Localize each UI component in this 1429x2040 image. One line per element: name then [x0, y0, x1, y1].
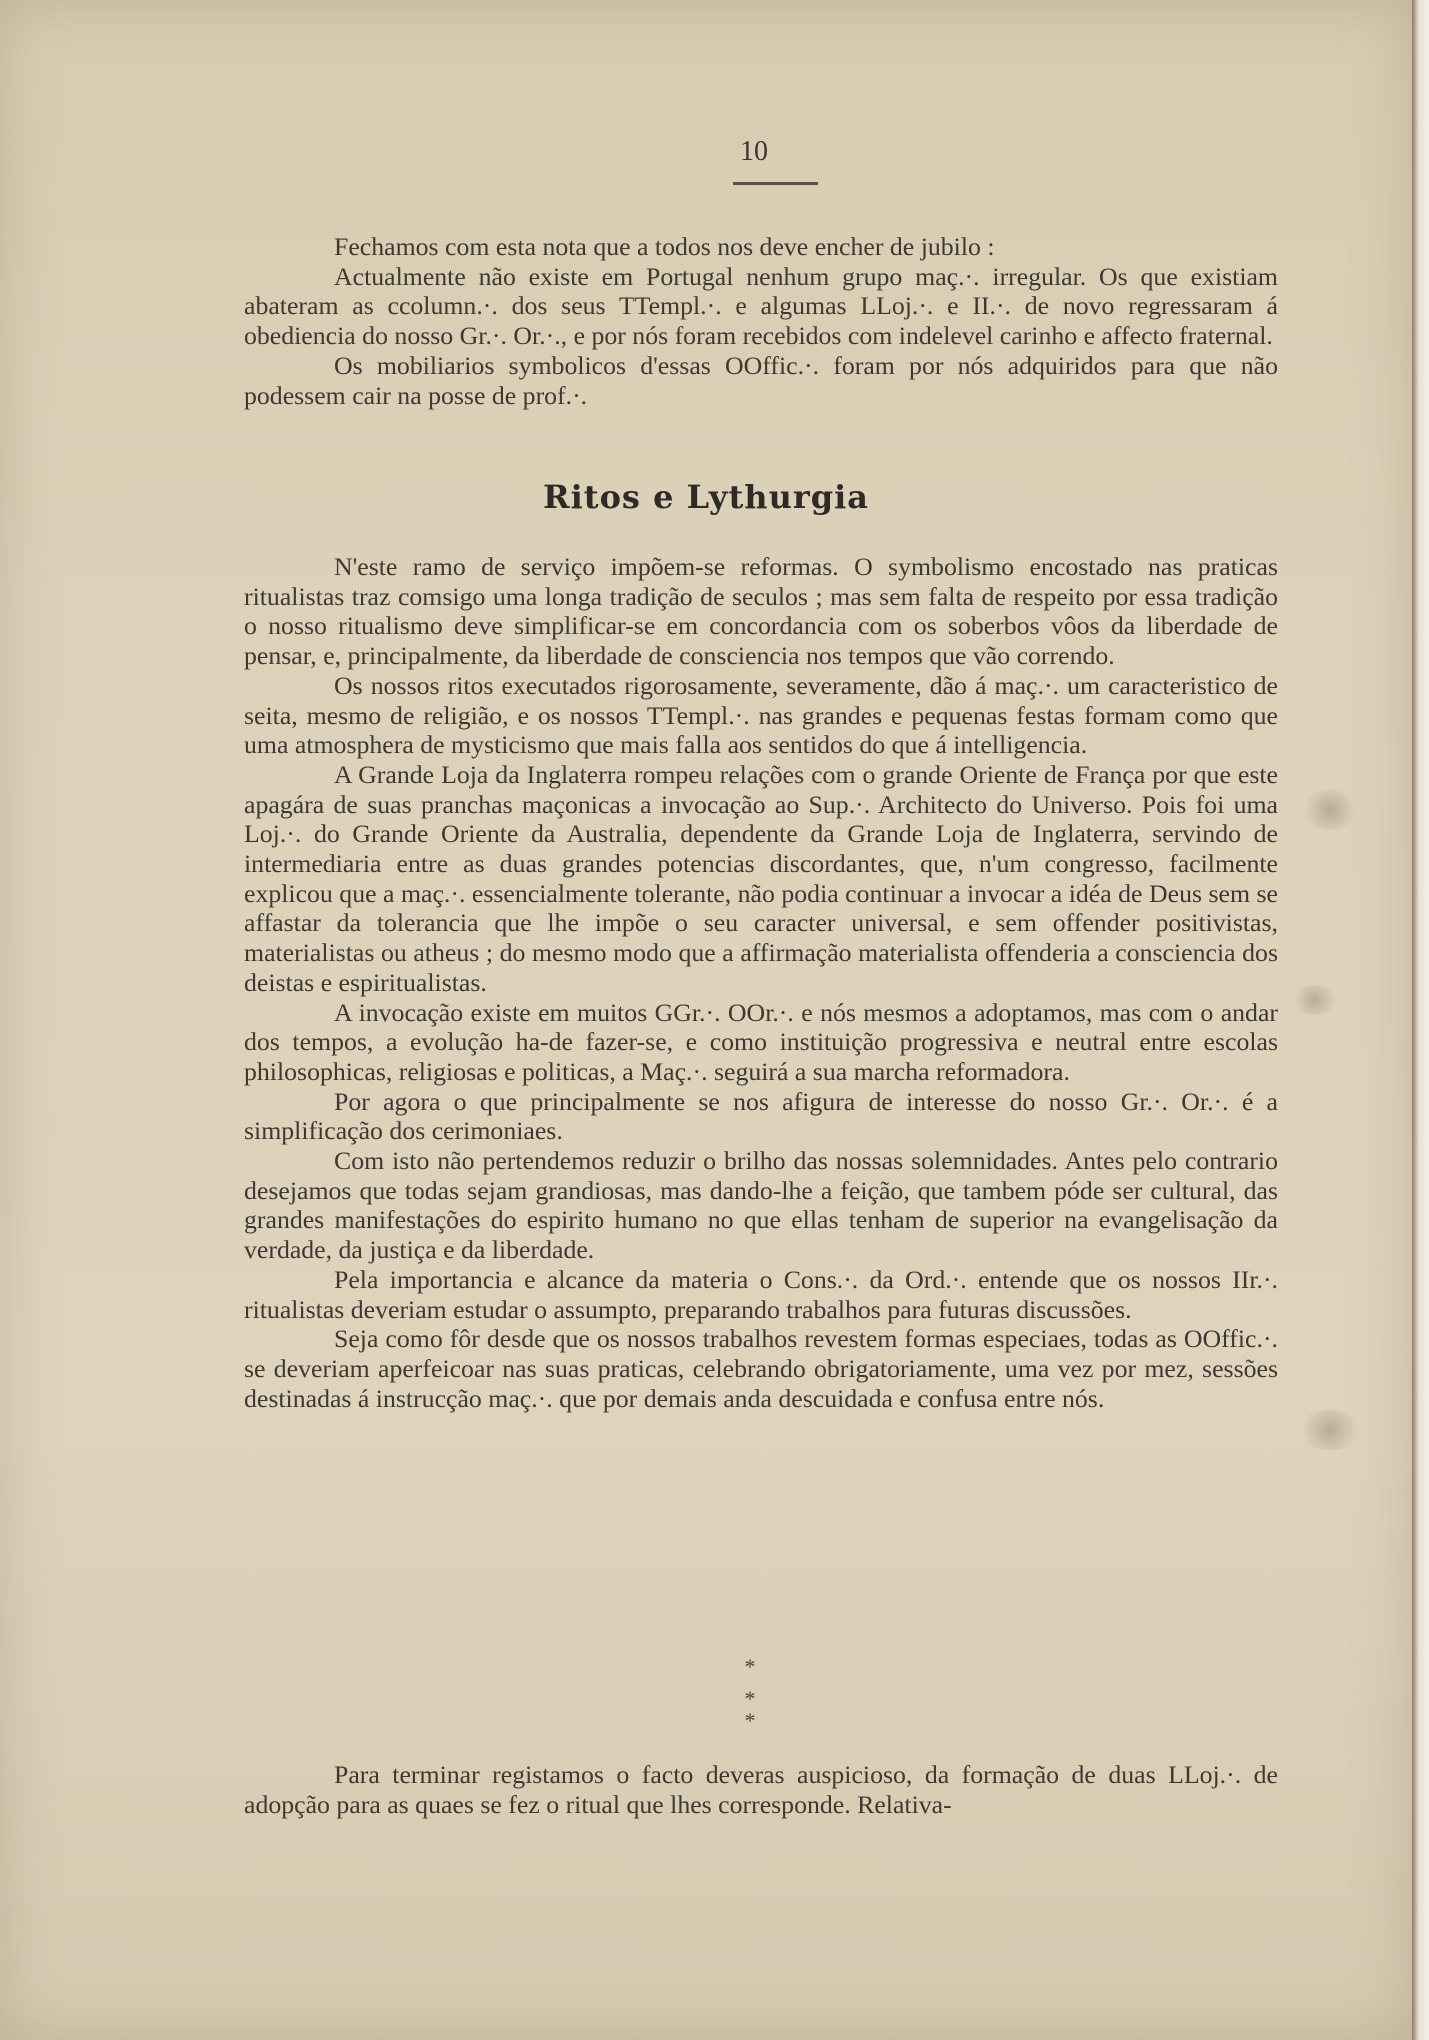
- asterism-top: *: [744, 1654, 756, 1679]
- page-number: 10: [740, 136, 768, 167]
- body-paragraph: Por agora o que principalmente se nos afigura de interesse do nosso Gr.·. Or.·. é a simplificação dos cerimoniaes.: [244, 1086, 1278, 1146]
- body-paragraph: Os nossos ritos executados rigorosamente, severamente, dão á maç.·. um caracteristico de seita, mesmo de religião, e os nossos TTempl.·. nas grandes e pequenas festas formam como que uma atmosphera de mysticismo que mais falla aos sentidos do que á intelligencia.: [244, 670, 1278, 760]
- body-paragraph: A invocação existe em muitos GGr.·. OOr.·. e nós mesmos a adoptamos, mas com o andar dos tempos, a evolução ha-de fazer-se, e como instituição progressiva e neutral entre escolas philosophicas, religiosas e politicas, a Maç.·. seguirá a sua marcha reformadora.: [244, 997, 1278, 1086]
- section-heading: Ritos e Lythurgia: [543, 478, 869, 516]
- paper-stain: [1300, 790, 1360, 830]
- paper-stain: [1295, 1410, 1365, 1450]
- body-paragraph: Seja como fôr desde que os nossos trabalhos revestem formas especiaes, todas as OOffic.·. se deveriam aperfeicoar nas suas praticas, celebrando obrigatoriamente, uma vez por mez, sessões destinadas á instrucção maç.·. que por demais anda descuidada e confusa entre nós.: [244, 1324, 1278, 1413]
- intro-paragraph: Actualmente não existe em Portugal nenhum grupo maç.·. irregular. Os que existiam abateram as ccolumn.·. dos seus TTempl.·. e algumas LLoj.·. e II.·. de novo regressaram á obediencia do nosso Gr.·. Or.·., e por nós foram recebidos com indelevel carinho e affecto fraternal.: [244, 261, 1278, 351]
- body-paragraph: Com isto não pertendemos reduzir o brilho das nossas solemnidades. Antes pelo contrario desejamos que todas sejam grandiosas, mas dando-lhe a feição, que tambem póde ser cultural, das grandes manifestações do espirito humano no que ellas tenham de superior na evangelisação da verdade, da justiça e da liberdade.: [244, 1146, 1278, 1265]
- closing-text: [244, 1760, 1278, 1819]
- paper-stain: [1290, 985, 1340, 1015]
- intro-paragraph: Fechamos com esta nota que a todos nos deve encher de jubilo :: [334, 232, 995, 261]
- section-body: [244, 552, 1278, 1413]
- intro-paragraph: Os mobiliarios symbolicos d'essas OOffic.·. foram por nós adquiridos para que não podessem cair na posse de prof.·.: [244, 350, 1278, 410]
- closing-paragraph: Para terminar registamos o facto deveras auspicioso, da formação de duas LLoj.·. de adopção para as quaes se fez o ritual que lhes corresponde. Relativa-: [244, 1760, 1278, 1819]
- asterism-separator: [700, 1656, 800, 1732]
- body-paragraph: Pela importancia e alcance da materia o Cons.·. da Ord.·. entende que os nossos IIr.·. ritualistas deveriam estudar o assumpto, preparando trabalhos para futuras discussões.: [244, 1264, 1278, 1324]
- header-rule: [733, 182, 818, 185]
- body-paragraph: N'este ramo de serviço impõem-se reformas. O symbolismo encostado nas praticas ritualistas traz comsigo uma longa tradição de seculos ; mas sem falta de respeito por essa tradição o nosso ritualismo deve simplificar-se em concordancia com os soberbos vôos da liberdade de pensar, e, principalmente, da liberdade de consciencia nos tempos que vão correndo.: [244, 552, 1278, 671]
- asterism-bottom: * *: [744, 1686, 790, 1733]
- body-paragraph: A Grande Loja da Inglaterra rompeu relações com o grande Oriente de França por que este apagára de suas pranchas maçonicas a invocação ao Sup.·. Architecto do Universo. Pois foi uma Loj.·. do Grande Oriente da Australia, dependente da Grande Loja de Inglaterra, servindo de intermediaria entre as duas grandes potencias discordantes, que, n'um congresso, facilmente explicou que a maç.·. essencialmente tolerante, não podia continuar a invocar a idéa de Deus sem se affastar da tolerancia que lhe impõe o seu caracter universal, e sem offender positivistas, materialistas ou atheus ; do mesmo modo que a affirmação materialista offenderia a consciencia dos deistas e espiritualistas.: [244, 759, 1278, 997]
- page-edge: [1412, 0, 1429, 2040]
- intro-text: [244, 232, 1278, 410]
